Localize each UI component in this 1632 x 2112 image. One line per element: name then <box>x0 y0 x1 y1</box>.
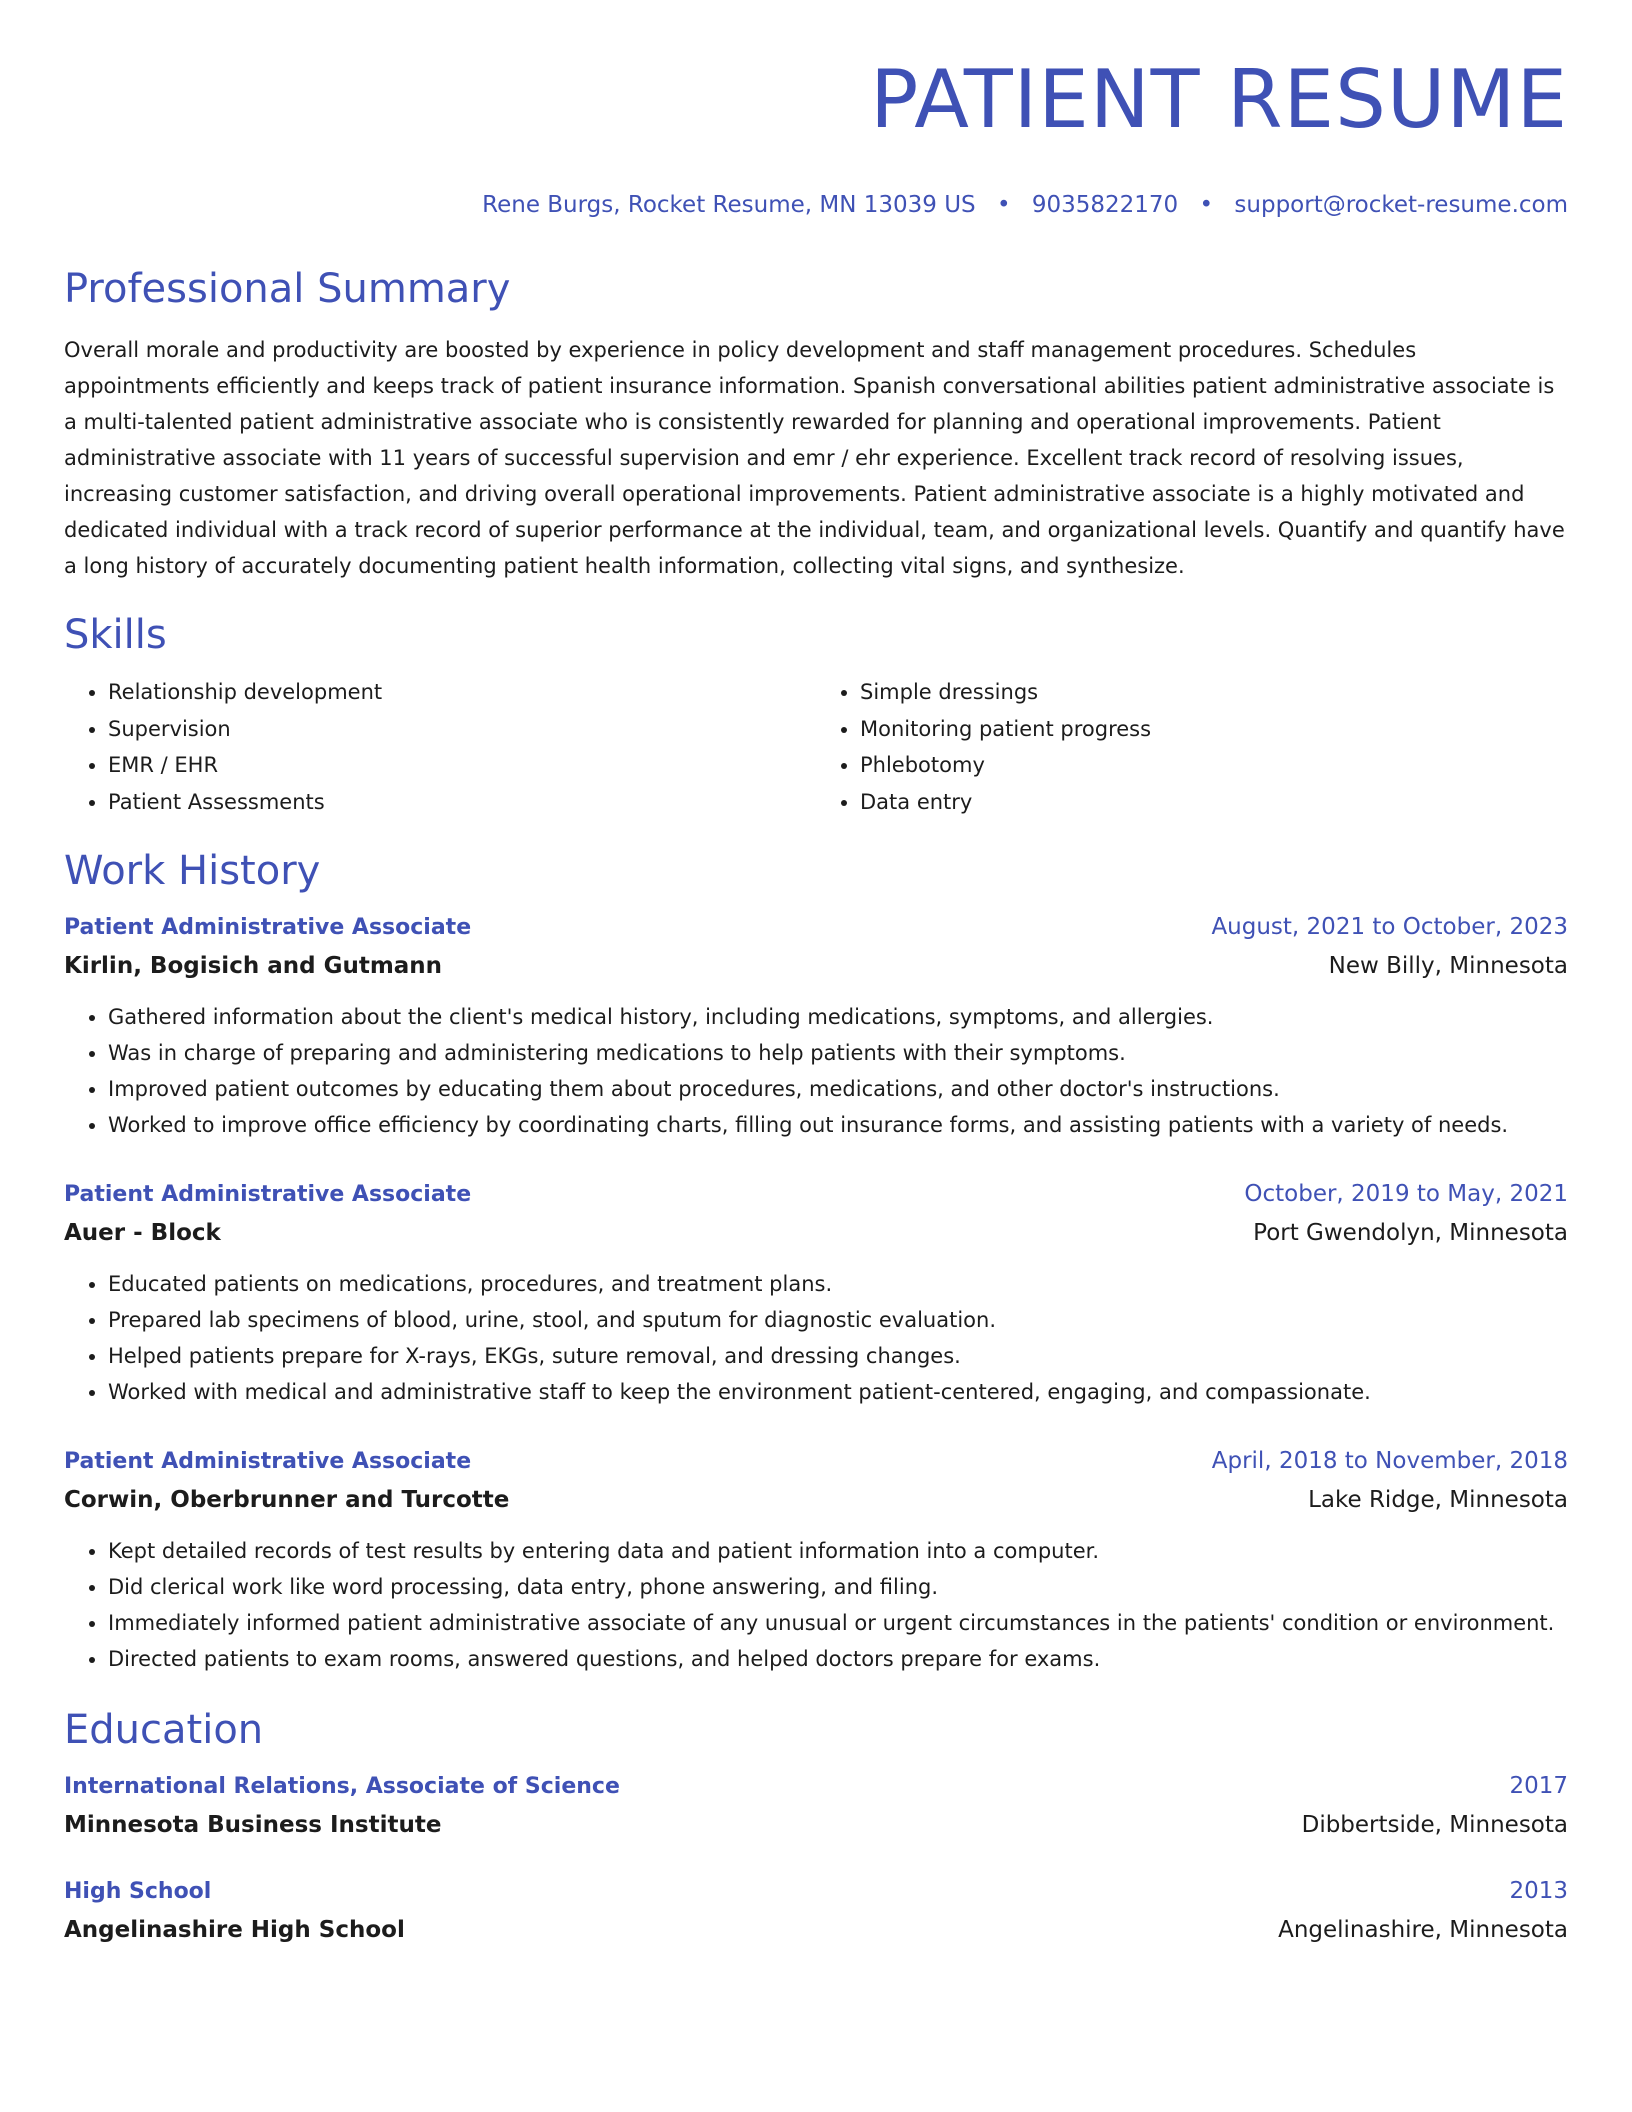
skill-item: • EMR / EHR <box>108 747 816 784</box>
work-history-heading: Work History <box>64 848 321 894</box>
job-duty: • Educated patients on medications, procedures, and treatment plans. <box>108 1266 1568 1302</box>
contact-separator: • <box>1199 192 1214 218</box>
skill-item: • Phlebotomy <box>860 747 1568 784</box>
job-duty: • Gathered information about the client's medical history, including medications, symptoms, and allergies. <box>108 999 1568 1035</box>
job-duty: • Immediately informed patient administrative associate of any unusual or urgent circumstances in the patients' condition or environment. <box>108 1605 1568 1641</box>
job-location: Port Gwendolyn, Minnesota <box>1253 1220 1568 1246</box>
job-dates: April, 2018 to November, 2018 <box>1211 1448 1568 1474</box>
skill-item: • Simple dressings <box>860 674 1568 711</box>
job-duty: • Prepared lab specimens of blood, urine, stool, and sputum for diagnostic evaluation. <box>108 1302 1568 1338</box>
job-title: Patient Administrative Associate <box>64 915 472 940</box>
resume-title: PATIENT RESUME <box>870 53 1568 146</box>
job-dates: October, 2019 to May, 2021 <box>1244 1181 1568 1207</box>
education-location: Angelinashire, Minnesota <box>1278 1917 1568 1943</box>
contact-email: support@rocket-resume.com <box>1234 192 1568 218</box>
job-duty: • Improved patient outcomes by educating them about procedures, medications, and other doctor's instructions. <box>108 1071 1568 1107</box>
job-location: New Billy, Minnesota <box>1328 953 1568 979</box>
job-duty: • Worked with medical and administrative staff to keep the environment patient-centered, engaging, and compassionate. <box>108 1374 1568 1410</box>
skill-item: • Relationship development <box>108 674 816 711</box>
education-school: Angelinashire High School <box>64 1917 405 1943</box>
job-entry <box>64 908 1568 1143</box>
job-duty: • Kept detailed records of test results by entering data and patient information into a computer. <box>108 1533 1568 1569</box>
job-duty: • Did clerical work like word processing, data entry, phone answering, and filing. <box>108 1569 1568 1605</box>
skill-item: • Data entry <box>860 784 1568 821</box>
job-duties <box>64 999 1568 1143</box>
job-dates: August, 2021 to October, 2023 <box>1211 914 1568 940</box>
job-title: Patient Administrative Associate <box>64 1449 472 1474</box>
contact-line <box>64 190 1568 220</box>
education-year: 2013 <box>1509 1878 1568 1904</box>
education-entry <box>64 1767 1568 1844</box>
summary-text: Overall morale and productivity are boosted by experience in policy development and staff management procedures. Schedules appointments efficiently and keeps track of patient insurance information. Spanish conversational abilities patient administrative associate is a multi-talented patient administrative associate who is consistently rewarded for planning and operational improvements. Patient administrative associate with 11 years of successful supervision and emr / ehr experience. Excellent track record of resolving issues, increasing customer satisfaction, and driving overall operational improvements. Patient administrative associate is a highly motivated and dedicated individual with a track record of superior performance at the individual, team, and organizational levels. Quantify and quantify have a long history of accurately documenting patient health information, collecting vital signs, and synthesize. <box>64 338 1565 578</box>
skills-heading: Skills <box>64 612 167 658</box>
education-school: Minnesota Business Institute <box>64 1812 442 1838</box>
education-year: 2017 <box>1509 1773 1568 1799</box>
job-title: Patient Administrative Associate <box>64 1182 472 1207</box>
job-duty: • Directed patients to exam rooms, answered questions, and helped doctors prepare for exams. <box>108 1641 1568 1677</box>
job-company: Corwin, Oberbrunner and Turcotte <box>64 1487 510 1513</box>
education-degree: High School <box>64 1879 212 1904</box>
contact-address: Rene Burgs, Rocket Resume, MN 13039 US <box>482 192 976 218</box>
summary-heading: Professional Summary <box>64 266 511 312</box>
job-duty: • Worked to improve office efficiency by coordinating charts, filling out insurance forms, and assisting patients with a variety of needs. <box>108 1107 1568 1143</box>
job-location: Lake Ridge, Minnesota <box>1308 1487 1568 1513</box>
contact-phone: 9035822170 <box>1031 192 1179 218</box>
job-duty: • Helped patients prepare for X-rays, EKGs, suture removal, and dressing changes. <box>108 1338 1568 1374</box>
job-company: Kirlin, Bogisich and Gutmann <box>64 953 443 979</box>
skills-list <box>64 674 1568 820</box>
job-entry <box>64 1442 1568 1677</box>
skill-item: • Patient Assessments <box>108 784 816 821</box>
skill-item: • Monitoring patient progress <box>860 711 1568 748</box>
contact-separator: • <box>996 192 1011 218</box>
education-degree: International Relations, Associate of Science <box>64 1774 620 1799</box>
job-entry <box>64 1175 1568 1410</box>
job-duty: • Was in charge of preparing and administering medications to help patients with their symptoms. <box>108 1035 1568 1071</box>
education-entry <box>64 1872 1568 1949</box>
education-heading: Education <box>64 1707 264 1753</box>
education-location: Dibbertside, Minnesota <box>1301 1812 1568 1838</box>
job-company: Auer - Block <box>64 1220 221 1246</box>
job-duties <box>64 1266 1568 1410</box>
job-duties <box>64 1533 1568 1677</box>
skill-item: • Supervision <box>108 711 816 748</box>
skills-column-left <box>64 674 816 820</box>
skills-column-right <box>816 674 1568 820</box>
